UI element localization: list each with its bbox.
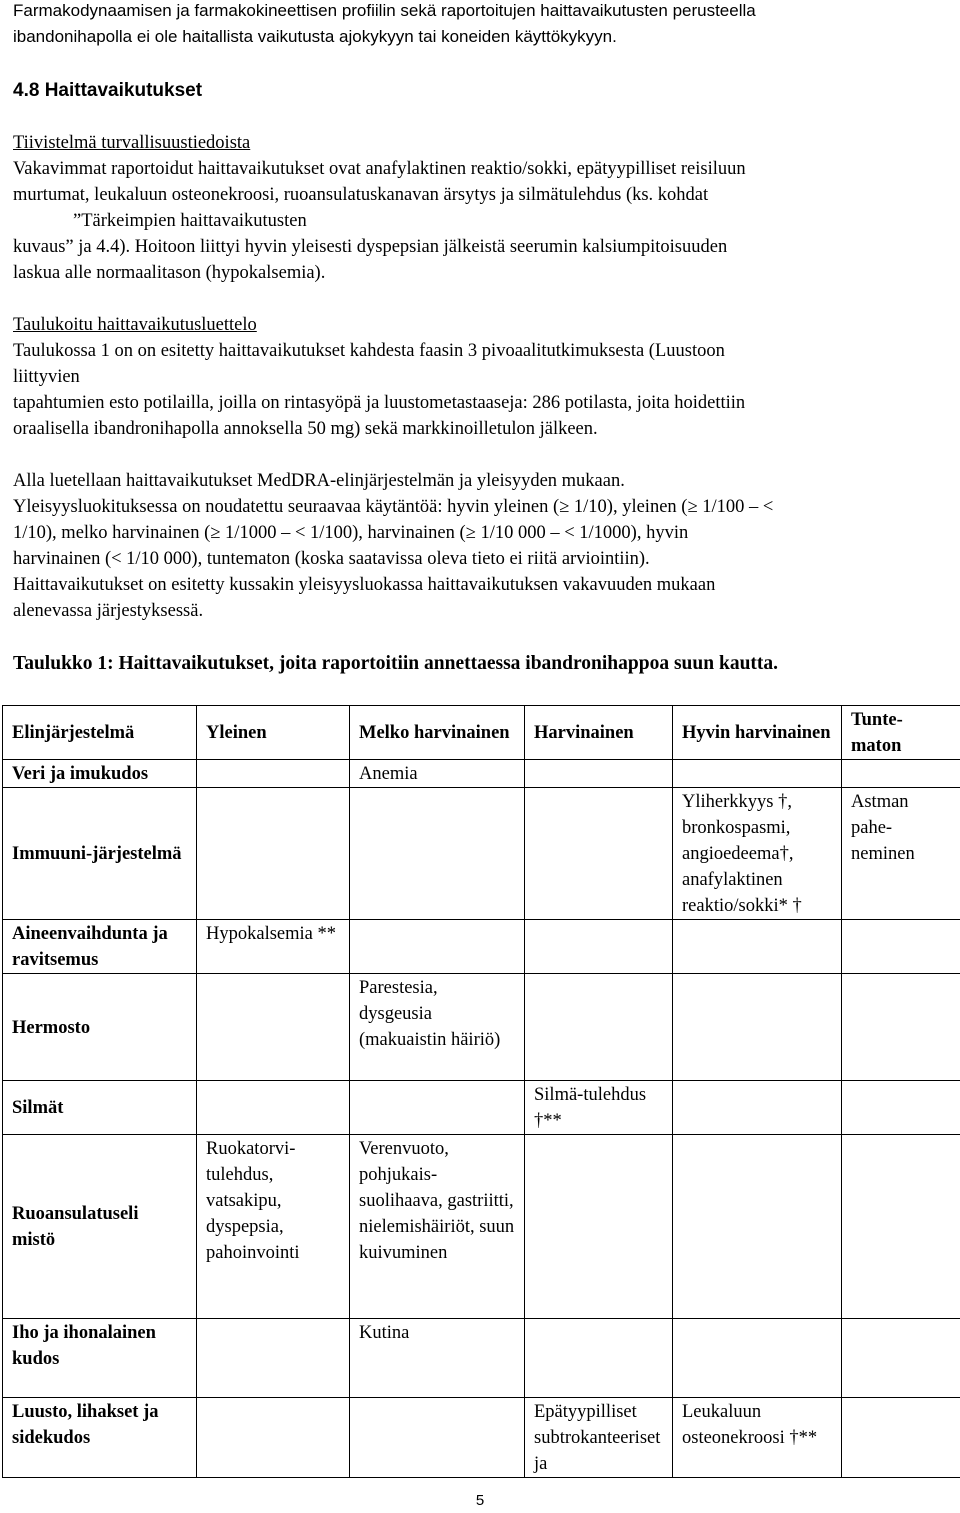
cell: Anemia xyxy=(350,760,525,788)
summary-line: ”Tärkeimpien haittavaikutusten xyxy=(73,211,307,231)
summary-line: murtumat, leukaluun osteonekroosi, ruoansulatuskanavan ärsytys ja silmätulehdus (ks. kohdat xyxy=(13,185,709,205)
header-cell: Hyvin harvinainen xyxy=(673,706,842,760)
cell: Silmä-tulehdus †** xyxy=(525,1081,673,1135)
cell: Ruokatorvi-tulehdus, vatsakipu, dyspepsia, pahoinvointi xyxy=(197,1135,350,1319)
cell xyxy=(197,788,350,920)
intro-line-2: ibandonihapolla ei ole haitallista vaikutusta ajokykyyn tai koneiden käyttökykyyn. xyxy=(13,27,617,46)
tabulated-line: 1/10), melko harvinainen (≥ 1/1000 – < 1/100), harvinainen (≥ 1/10 000 – < 1/1000), hyvin xyxy=(13,523,689,543)
header-cell: Melko harvinainen xyxy=(350,706,525,760)
tabulated-line: tapahtumien esto potilailla, joilla on rintasyöpä ja luustometastaaseja: 286 potilasta, joita hoidettiin xyxy=(13,393,746,413)
organ-cell: Silmät xyxy=(3,1081,197,1135)
organ-cell: Immuuni-järjestelmä xyxy=(3,788,197,920)
table-row xyxy=(3,920,960,974)
cell: Parestesia, dysgeusia (makuaistin häiriö) xyxy=(350,974,525,1081)
tabulated-title: Taulukoitu haittavaikutusluettelo xyxy=(13,315,257,335)
tabulated-line: harvinainen (< 1/10 000), tuntematon (koska saatavissa oleva tieto ei riitä arviointiin). xyxy=(13,549,650,569)
table-row xyxy=(3,1135,960,1319)
table-header-row xyxy=(3,706,960,760)
summary-line: Vakavimmat raportoidut haittavaikutukset ovat anafylaktinen reaktio/sokki, epätyypilliset reisiluun xyxy=(13,159,746,179)
cell xyxy=(673,1319,842,1398)
header-cell: Yleinen xyxy=(197,706,350,760)
organ-cell: Aineenvaihdunta ja ravitsemus xyxy=(3,920,197,974)
summary-line: laskua alle normaalitason (hypokalsemia). xyxy=(13,263,326,283)
cell xyxy=(350,920,525,974)
organ-cell: Luusto, lihakset ja sidekudos xyxy=(3,1398,197,1478)
cell: Yliherkkyys †, bronkospasmi, angioedeema†, anafylaktinen reaktio/sokki* † xyxy=(673,788,842,920)
header-cell: Harvinainen xyxy=(525,706,673,760)
cell xyxy=(525,974,673,1081)
table-row xyxy=(3,788,960,920)
cell xyxy=(673,920,842,974)
cell xyxy=(842,760,960,788)
tabulated-line: Alla luetellaan haittavaikutukset MedDRA-elinjärjestelmän ja yleisyyden mukaan. xyxy=(13,471,625,491)
cell xyxy=(842,1081,960,1135)
cell xyxy=(197,1081,350,1135)
table-row xyxy=(3,1398,960,1478)
adverse-reactions-table xyxy=(2,705,960,1478)
cell xyxy=(842,1135,960,1319)
organ-cell: Iho ja ihonalainen kudos xyxy=(3,1319,197,1398)
cell xyxy=(197,760,350,788)
cell xyxy=(673,1081,842,1135)
organ-cell: Ruoansulatuseli mistö xyxy=(3,1135,197,1319)
summary-line: kuvaus” ja 4.4). Hoitoon liittyi hyvin yleisesti dyspepsian jälkeistä seerumin kalsiumpitoisuuden xyxy=(13,237,728,257)
table-caption: Taulukko 1: Haittavaikutukset, joita raportoitiin annettaessa ibandronihappoa suun kautta. xyxy=(13,653,779,674)
cell: Hypokalsemia ** xyxy=(197,920,350,974)
cell: Kutina xyxy=(350,1319,525,1398)
cell xyxy=(525,1319,673,1398)
tabulated-line: Haittavaikutukset on esitetty kussakin yleisyysluokassa haittavaikutuksen vakavuuden mukaan xyxy=(13,575,716,595)
tabulated-line: Taulukossa 1 on on esitetty haittavaikutukset kahdesta faasin 3 pivoaalitutkimuksesta (Luustoon xyxy=(13,341,725,361)
summary-title: Tiivistelmä turvallisuustiedoista xyxy=(13,133,251,153)
tabulated-line: liittyvien xyxy=(13,367,80,387)
cell xyxy=(197,974,350,1081)
cell xyxy=(842,1319,960,1398)
tabulated-line: oraalisella ibandronihapolla annoksella 50 mg) sekä markkinoilletulon jälkeen. xyxy=(13,419,598,439)
page-number: 5 xyxy=(475,1492,485,1509)
cell: Astman pahe-neminen xyxy=(842,788,960,920)
cell xyxy=(525,1135,673,1319)
header-cell: Tunte-maton xyxy=(842,706,960,760)
cell xyxy=(525,920,673,974)
cell xyxy=(525,788,673,920)
table-row xyxy=(3,974,960,1081)
organ-cell: Hermosto xyxy=(3,974,197,1081)
cell xyxy=(673,1135,842,1319)
cell xyxy=(350,788,525,920)
tabulated-line: alenevassa järjestyksessä. xyxy=(13,601,204,621)
cell: Verenvuoto, pohjukais-suolihaava, gastriitti, nielemishäiriöt, suun kuivuminen xyxy=(350,1135,525,1319)
cell xyxy=(197,1398,350,1478)
cell xyxy=(673,974,842,1081)
tabulated-line: Yleisyysluokituksessa on noudatettu seuraavaa käytäntöä: hyvin yleinen (≥ 1/10), yleinen (≥ 1/100 – < xyxy=(13,497,774,517)
cell xyxy=(842,920,960,974)
cell xyxy=(842,974,960,1081)
cell: Epätyypilliset subtrokanteeriset ja xyxy=(525,1398,673,1478)
organ-cell: Veri ja imukudos xyxy=(3,760,197,788)
table-row xyxy=(3,760,960,788)
cell xyxy=(350,1081,525,1135)
header-cell: Elinjärjestelmä xyxy=(3,706,197,760)
table-row xyxy=(3,1081,960,1135)
cell: Leukaluun osteonekroosi †** xyxy=(673,1398,842,1478)
cell xyxy=(197,1319,350,1398)
intro-line-1: Farmakodynaamisen ja farmakokineettisen profiilin sekä raportoitujen haittavaikutusten perusteella xyxy=(13,1,756,20)
table-row xyxy=(3,1319,960,1398)
cell xyxy=(842,1398,960,1478)
cell xyxy=(350,1398,525,1478)
cell xyxy=(525,760,673,788)
section-heading: 4.8 Haittavaikutukset xyxy=(13,80,203,101)
cell xyxy=(673,760,842,788)
